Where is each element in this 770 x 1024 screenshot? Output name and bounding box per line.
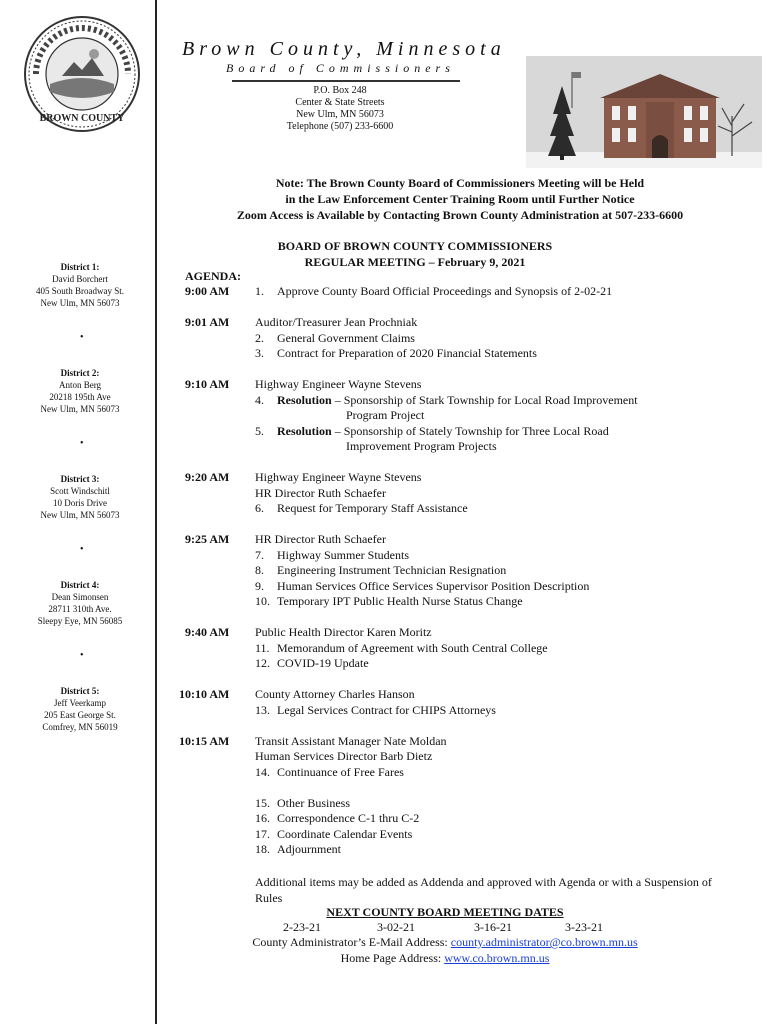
homepage-contact <box>180 951 710 966</box>
item-text: General Government Claims <box>277 331 415 345</box>
item-text: Human Services Office Services Supervisor Position Description <box>277 579 590 593</box>
agenda-item <box>255 579 589 594</box>
item-text: Other Business <box>277 796 350 810</box>
note-line: Note: The Brown County Board of Commissioners Meeting will be Held <box>275 176 645 190</box>
item-number: 7. <box>255 548 264 562</box>
agenda-time: 10:15 AM <box>179 734 230 748</box>
meeting-date-item: 2-23-21 <box>283 920 321 934</box>
separator-bullet: • <box>80 332 84 343</box>
sidebar-divider <box>155 0 157 1024</box>
item-number: 6. <box>255 501 264 515</box>
item-number: 4. <box>255 393 264 407</box>
commissioner-city: Sleepy Eye, MN 56085 <box>37 616 123 626</box>
presenter: Highway Engineer Wayne Stevens <box>255 377 422 391</box>
item-text: Temporary IPT Public Health Nurse Status Change <box>277 594 523 608</box>
commissioner-name: David Borchert <box>52 274 108 284</box>
item-continuation: Improvement Program Projects <box>346 439 497 453</box>
district-heading: District 5: <box>60 686 100 696</box>
item-text: Correspondence C-1 thru C-2 <box>277 811 420 825</box>
agenda-item <box>255 811 419 826</box>
item-number: 11. <box>255 641 270 655</box>
addenda-note: Additional items may be added as Addenda and approved with Agenda or with a Suspension of Rules <box>255 875 712 905</box>
item-number: 14. <box>255 765 270 779</box>
agenda-time: 9:25 AM <box>185 532 230 546</box>
commissioner-name: Jeff Veerkamp <box>54 698 106 708</box>
seal-text: BROWN COUNTY <box>39 113 125 124</box>
agenda-time: 9:20 AM <box>185 470 230 484</box>
agenda-time: 9:01 AM <box>185 315 230 329</box>
district-3 <box>10 473 150 521</box>
commissioner-address: 205 East George St. <box>44 710 116 720</box>
item-number: 2. <box>255 331 264 345</box>
item-text: Request for Temporary Staff Assistance <box>277 501 468 515</box>
item-number: 1. <box>255 284 264 298</box>
item-number: 10. <box>255 594 270 608</box>
item-text: Coordinate Calendar Events <box>277 827 413 841</box>
item-text: Approve County Board Official Proceedings and Synopsis of 2-02-21 <box>277 284 613 298</box>
agenda-item <box>255 501 468 516</box>
agenda-item <box>255 641 548 656</box>
district-heading: District 2: <box>60 368 100 378</box>
commissioner-address: 405 South Broadway St. <box>35 286 124 296</box>
item-number: 3. <box>255 346 264 360</box>
address-line: Center & State Streets <box>295 97 385 108</box>
item-continuation: Program Project <box>346 408 425 422</box>
item-resolution-label: Resolution <box>277 393 332 407</box>
presenter: Transit Assistant Manager Nate Moldan <box>255 734 447 748</box>
agenda-item <box>255 796 350 811</box>
presenter: Auditor/Treasurer Jean Prochniak <box>255 315 418 329</box>
agenda-item <box>255 424 609 439</box>
commissioner-city: New Ulm, MN 56073 <box>40 404 120 414</box>
item-number: 17. <box>255 827 270 841</box>
presenter: Public Health Director Karen Moritz <box>255 625 432 639</box>
meeting-date-item: 3-02-21 <box>377 920 415 934</box>
address-line: P.O. Box 248 <box>313 85 367 96</box>
commissioner-city: New Ulm, MN 56073 <box>40 510 120 520</box>
homepage-label: Home Page Address: <box>340 951 445 965</box>
agenda-item <box>255 563 506 578</box>
county-title: Brown County, Minnesota <box>182 38 506 60</box>
item-number: 5. <box>255 424 264 438</box>
agenda-item <box>255 548 409 563</box>
email-contact <box>180 935 710 950</box>
presenter: Highway Engineer Wayne Stevens <box>255 470 422 484</box>
separator-bullet: • <box>80 438 84 449</box>
item-number: 9. <box>255 579 264 593</box>
courthouse-photo <box>526 56 762 168</box>
presenter: Human Services Director Barb Dietz <box>255 749 433 763</box>
meeting-date-item: 3-16-21 <box>474 920 512 934</box>
commissioner-address: 20218 195th Ave <box>49 392 111 402</box>
commissioner-city: New Ulm, MN 56073 <box>40 298 120 308</box>
item-text: Engineering Instrument Technician Resignation <box>277 563 507 577</box>
address-line: Telephone (507) 233-6600 <box>286 121 394 132</box>
district-heading: District 1: <box>60 262 100 272</box>
district-5 <box>10 685 150 733</box>
item-number: 12. <box>255 656 270 670</box>
separator-bullet: • <box>80 650 84 661</box>
commissioner-address: 28711 310th Ave. <box>48 604 112 614</box>
item-text: – Sponsorship of Stately Township for Three Local Road <box>331 424 609 438</box>
meeting-location-note <box>180 175 740 223</box>
mailing-address <box>240 85 440 133</box>
agenda-item <box>255 393 638 408</box>
presenter: HR Director Ruth Schaefer <box>255 486 386 500</box>
item-number: 15. <box>255 796 270 810</box>
item-text: – Sponsorship of Stark Township for Local Road Improvement <box>331 393 638 407</box>
item-text: COVID-19 Update <box>277 656 369 670</box>
presenter: County Attorney Charles Hanson <box>255 687 415 701</box>
meeting-heading <box>260 238 570 270</box>
commissioner-name: Dean Simonsen <box>51 592 109 602</box>
item-text: Contract for Preparation of 2020 Financial Statements <box>277 346 537 360</box>
district-2 <box>10 367 150 415</box>
agenda-label: AGENDA: <box>185 269 241 283</box>
agenda-time: 9:10 AM <box>185 377 230 391</box>
commissioner-name: Scott Windschitl <box>50 486 110 496</box>
district-heading: District 3: <box>60 474 100 484</box>
agenda-item <box>255 842 341 857</box>
commissioner-address: 10 Doris Drive <box>53 498 107 508</box>
item-text: Memorandum of Agreement with South Central College <box>277 641 548 655</box>
meeting-date: REGULAR MEETING – February 9, 2021 <box>304 255 526 269</box>
email-label: County Administrator’s E-Mail Address: <box>252 935 451 949</box>
homepage-link[interactable]: www.co.brown.mn.us <box>444 951 550 965</box>
agenda-item <box>255 656 369 671</box>
item-text: Adjournment <box>277 842 341 856</box>
item-resolution-label: Resolution <box>277 424 332 438</box>
agenda-item <box>255 765 404 780</box>
item-text: Continuance of Free Fares <box>277 765 404 779</box>
separator-bullet: • <box>80 544 84 555</box>
item-number: 8. <box>255 563 264 577</box>
agenda-time: 10:10 AM <box>179 687 230 701</box>
email-link[interactable]: county.administrator@co.brown.mn.us <box>450 935 638 949</box>
district-heading: District 4: <box>60 580 100 590</box>
agenda-item <box>255 284 612 299</box>
agenda-item <box>255 827 412 842</box>
agenda-item <box>255 346 537 361</box>
next-meeting-heading: NEXT COUNTY BOARD MEETING DATES <box>326 905 564 919</box>
note-line: Zoom Access is Available by Contacting Brown County Administration at 507-233-6600 <box>236 208 684 222</box>
county-seal-logo <box>22 14 142 134</box>
header-rule <box>232 80 460 82</box>
item-number: 16. <box>255 811 270 825</box>
item-text: Legal Services Contract for CHIPS Attorneys <box>277 703 496 717</box>
agenda-time: 9:40 AM <box>185 625 230 639</box>
board-subtitle: Board of Commissioners <box>226 61 455 75</box>
item-text: Highway Summer Students <box>277 548 409 562</box>
agenda-item <box>255 594 523 609</box>
district-1 <box>10 261 150 309</box>
commissioner-name: Anton Berg <box>58 380 102 390</box>
district-4 <box>10 579 150 627</box>
commissioner-city: Comfrey, MN 56019 <box>42 722 118 732</box>
agenda-item <box>255 331 415 346</box>
address-line: New Ulm, MN 56073 <box>296 109 384 120</box>
agenda-item <box>255 703 496 718</box>
item-number: 13. <box>255 703 270 717</box>
meeting-date-item: 3-23-21 <box>565 920 603 934</box>
note-line: in the Law Enforcement Center Training Room until Further Notice <box>285 192 635 206</box>
agenda-time: 9:00 AM <box>185 284 230 298</box>
item-number: 18. <box>255 842 270 856</box>
presenter: HR Director Ruth Schaefer <box>255 532 386 546</box>
board-heading: BOARD OF BROWN COUNTY COMMISSIONERS <box>277 239 553 253</box>
